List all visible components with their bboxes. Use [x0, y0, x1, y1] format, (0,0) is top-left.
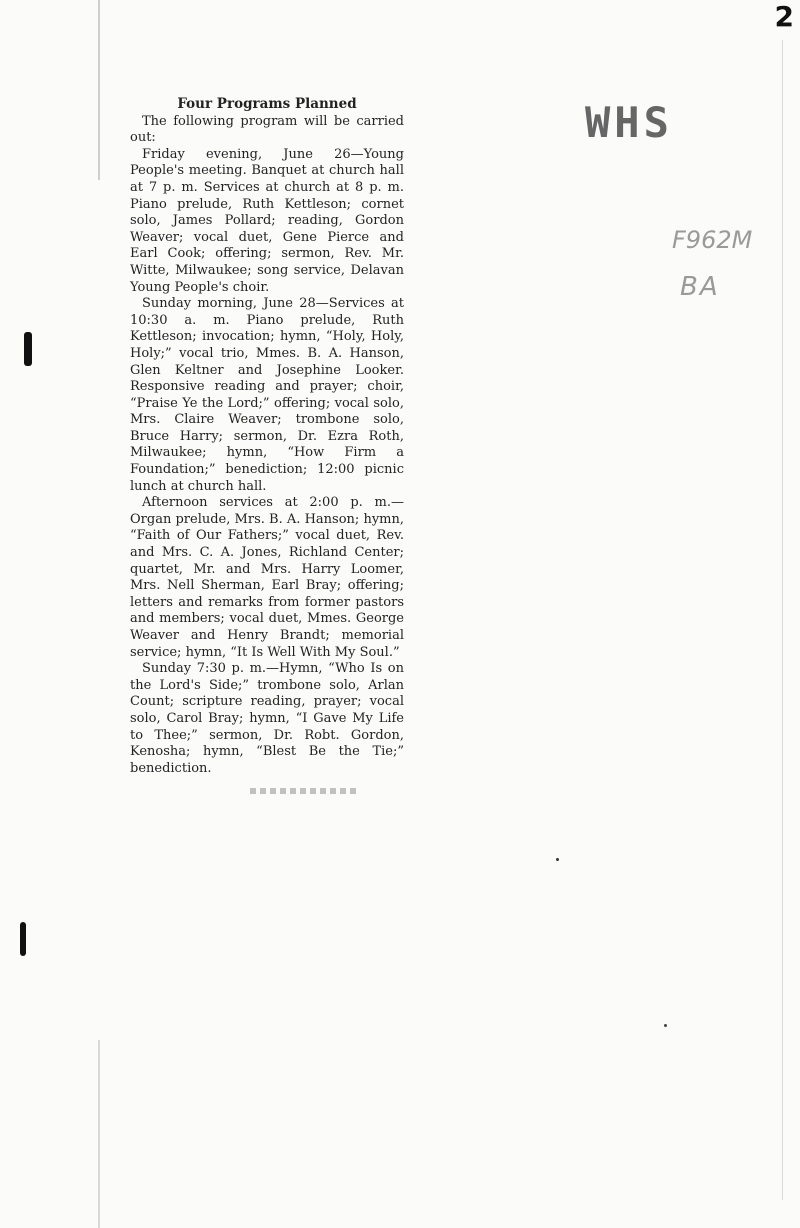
- page-edge-line: [782, 40, 783, 1200]
- page-number-mark: 2: [774, 0, 794, 33]
- scan-artifact: [556, 858, 559, 861]
- article-paragraph: Sunday 7:30 p. m.—Hymn, “Who Is on the Lord's Side;” trombone solo, Arlan Count; scripture reading, prayer; vocal solo, Carol Bray; hymn, “I Gave My Life to Thee;” sermon, Dr. Robt. Gordon, Kenosha; hymn, “Blest Be the Tie;” benediction.: [130, 661, 404, 776]
- article-paragraph: Friday evening, June 26—Young People's meeting. Banquet at church hall at 7 p. m. Services at church at 8 p. m. Piano prelude, Ruth Kettleson; cornet solo, James Pollard; reading, Gordon Weaver; vocal duet, Gene Pierce and Earl Cook; offering; sermon, Rev. Mr. Witte, Milwaukee; song service, Delavan Young People's choir.: [130, 146, 404, 295]
- handwritten-note: F962M: [672, 226, 753, 254]
- scan-artifact: [664, 1024, 667, 1027]
- archive-stamp: WHS: [585, 98, 673, 147]
- page-edge-line: [98, 0, 100, 180]
- article-paragraph: The following program will be carried out:: [130, 113, 404, 146]
- scan-artifact: [20, 922, 26, 956]
- headline: Four Programs Planned: [177, 96, 357, 112]
- handwritten-note: BA: [680, 272, 720, 302]
- page-edge-line: [98, 1040, 100, 1228]
- article-paragraph: Sunday morning, June 28—Services at 10:30 a. m. Piano prelude, Ruth Kettleson; invocation; hymn, “Holy, Holy, Holy;” vocal trio, Mmes. B. A. Hanson, Glen Keltner and Josephine Looker. Responsive reading and prayer; choir, “Praise Ye the Lord;” offering; vocal solo, Mrs. Claire Weaver; trombone solo, Bruce Harry; sermon, Dr. Ezra Roth, Milwaukee; hymn, “How Firm a Foundation;” benediction; 12:00 picnic lunch at church hall.: [130, 296, 404, 494]
- scan-artifact: [24, 332, 32, 366]
- newspaper-clipping: [130, 96, 404, 777]
- scan-artifact: [250, 788, 360, 794]
- article-paragraph: Afternoon services at 2:00 p. m.—Organ prelude, Mrs. B. A. Hanson; hymn, “Faith of Our Fathers;” vocal duet, Rev. and Mrs. C. A. Jones, Richland Center; quartet, Mr. and Mrs. Harry Loomer, Mrs. Nell Sherman, Earl Bray; offering; letters and remarks from former pastors and members; vocal duet, Mmes. George Weaver and Henry Brandt; memorial service; hymn, “It Is Well With My Soul.”: [130, 495, 404, 660]
